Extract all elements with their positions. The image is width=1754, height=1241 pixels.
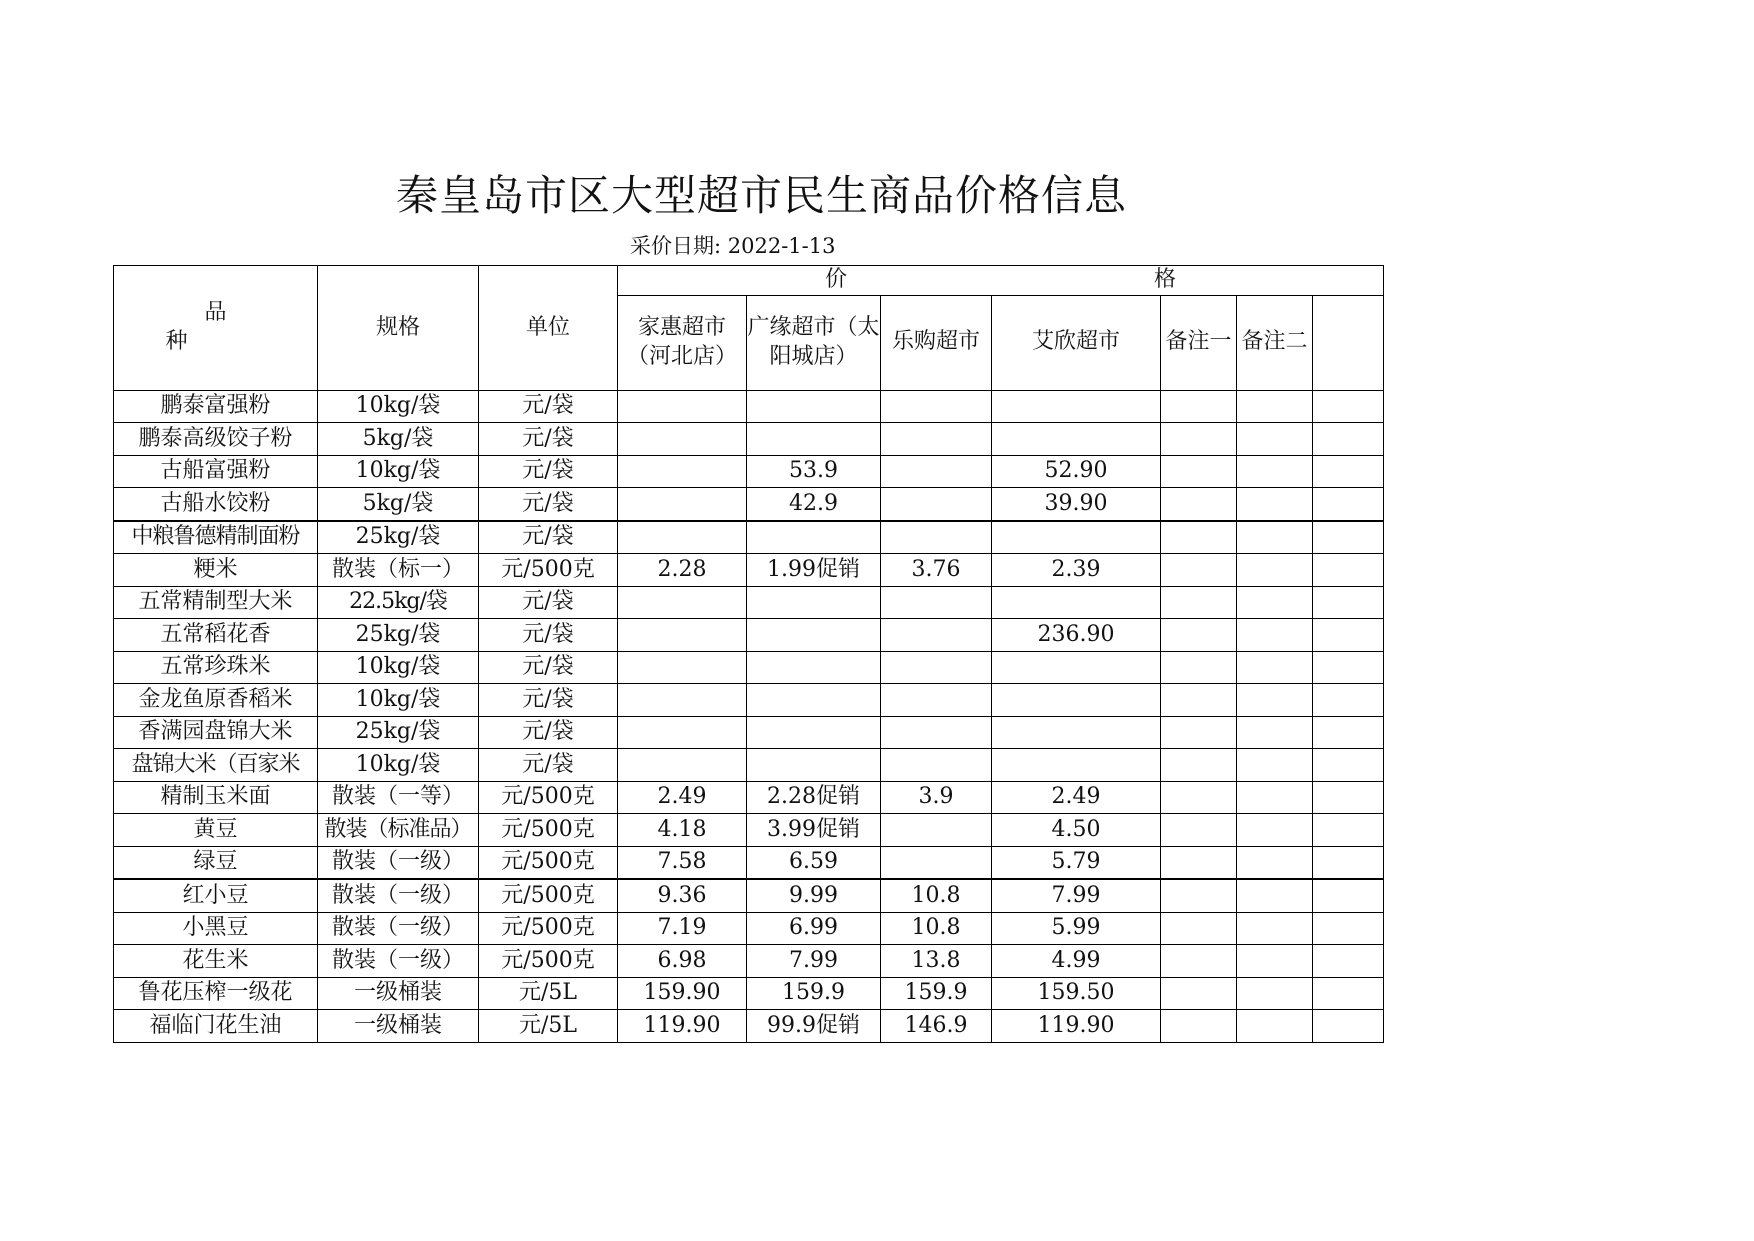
price-guangyuan	[747, 749, 881, 782]
price-jiahui: 159.90	[618, 977, 747, 1010]
item-unit: 元/5L	[479, 977, 618, 1010]
item-spec: 10kg/袋	[318, 651, 479, 684]
price-guangyuan: 2.28促销	[747, 781, 881, 814]
table-row	[114, 651, 1384, 684]
extra-cell	[1313, 716, 1384, 749]
note2-cell	[1237, 1010, 1313, 1043]
price-jiahui	[618, 586, 747, 619]
price-aixin: 159.50	[992, 977, 1161, 1010]
item-unit: 元/500克	[479, 912, 618, 945]
note1-cell	[1161, 651, 1237, 684]
item-name: 古船富强粉	[114, 455, 318, 488]
price-guangyuan	[747, 390, 881, 423]
table-row	[114, 1010, 1384, 1043]
header-store-guangyuan: 广缘超市（太阳城店）	[747, 295, 881, 390]
price-aixin: 4.50	[992, 814, 1161, 847]
price-legou	[881, 423, 992, 456]
extra-cell	[1313, 554, 1384, 587]
item-spec: 25kg/袋	[318, 619, 479, 652]
note1-cell	[1161, 619, 1237, 652]
price-guangyuan	[747, 684, 881, 717]
price-jiahui	[618, 619, 747, 652]
item-name: 鹏泰富强粉	[114, 390, 318, 423]
item-name: 古船水饺粉	[114, 488, 318, 521]
price-aixin: 39.90	[992, 488, 1161, 521]
item-name: 粳米	[114, 554, 318, 587]
price-aixin: 7.99	[992, 879, 1161, 912]
item-spec: 10kg/袋	[318, 390, 479, 423]
note2-cell	[1237, 651, 1313, 684]
price-table	[113, 265, 1384, 1043]
price-aixin	[992, 586, 1161, 619]
table-row	[114, 521, 1384, 554]
price-guangyuan: 42.9	[747, 488, 881, 521]
header-note1: 备注一	[1161, 295, 1237, 390]
item-spec: 5kg/袋	[318, 488, 479, 521]
extra-cell	[1313, 684, 1384, 717]
note2-cell	[1237, 684, 1313, 717]
table-row	[114, 749, 1384, 782]
table-row	[114, 716, 1384, 749]
extra-cell	[1313, 1010, 1384, 1043]
item-unit: 元/袋	[479, 619, 618, 652]
table-row	[114, 814, 1384, 847]
note1-cell	[1161, 684, 1237, 717]
item-spec: 25kg/袋	[318, 716, 479, 749]
item-name: 鹏泰高级饺子粉	[114, 423, 318, 456]
item-spec: 22.5kg/袋	[318, 586, 479, 619]
item-name: 金龙鱼原香稻米	[114, 684, 318, 717]
extra-cell	[1313, 619, 1384, 652]
price-legou: 146.9	[881, 1010, 992, 1043]
note2-cell	[1237, 749, 1313, 782]
price-guangyuan	[747, 423, 881, 456]
price-legou: 10.8	[881, 879, 992, 912]
header-variety: 品 种	[114, 266, 318, 391]
note2-cell	[1237, 977, 1313, 1010]
extra-cell	[1313, 651, 1384, 684]
item-unit: 元/5L	[479, 1010, 618, 1043]
note1-cell	[1161, 945, 1237, 978]
item-unit: 元/500克	[479, 781, 618, 814]
note2-cell	[1237, 716, 1313, 749]
item-spec: 5kg/袋	[318, 423, 479, 456]
note2-cell	[1237, 521, 1313, 554]
note2-cell	[1237, 814, 1313, 847]
table-row	[114, 619, 1384, 652]
price-aixin: 5.79	[992, 846, 1161, 879]
price-legou	[881, 846, 992, 879]
note1-cell	[1161, 846, 1237, 879]
item-unit: 元/袋	[479, 586, 618, 619]
extra-cell	[1313, 846, 1384, 879]
note2-cell	[1237, 488, 1313, 521]
item-unit: 元/袋	[479, 455, 618, 488]
price-legou: 10.8	[881, 912, 992, 945]
item-unit: 元/500克	[479, 814, 618, 847]
item-spec: 10kg/袋	[318, 455, 479, 488]
price-jiahui: 2.49	[618, 781, 747, 814]
item-spec: 散装（一级）	[318, 879, 479, 912]
note1-cell	[1161, 423, 1237, 456]
item-unit: 元/500克	[479, 554, 618, 587]
item-unit: 元/500克	[479, 846, 618, 879]
item-unit: 元/袋	[479, 423, 618, 456]
price-jiahui	[618, 651, 747, 684]
price-aixin: 5.99	[992, 912, 1161, 945]
item-spec: 散装（标准品）	[318, 814, 479, 847]
note1-cell	[1161, 977, 1237, 1010]
note1-cell	[1161, 912, 1237, 945]
note1-cell	[1161, 716, 1237, 749]
note1-cell	[1161, 781, 1237, 814]
item-unit: 元/袋	[479, 684, 618, 717]
price-legou	[881, 749, 992, 782]
item-spec: 散装（标一）	[318, 554, 479, 587]
note1-cell	[1161, 749, 1237, 782]
price-legou	[881, 814, 992, 847]
table-row	[114, 554, 1384, 587]
note2-cell	[1237, 455, 1313, 488]
price-legou	[881, 716, 992, 749]
note2-cell	[1237, 846, 1313, 879]
note2-cell	[1237, 879, 1313, 912]
price-jiahui: 7.19	[618, 912, 747, 945]
note2-cell	[1237, 619, 1313, 652]
price-aixin	[992, 684, 1161, 717]
item-name: 五常稻花香	[114, 619, 318, 652]
price-aixin	[992, 423, 1161, 456]
price-jiahui	[618, 423, 747, 456]
item-unit: 元/袋	[479, 521, 618, 554]
note1-cell	[1161, 586, 1237, 619]
note1-cell	[1161, 390, 1237, 423]
extra-cell	[1313, 390, 1384, 423]
note2-cell	[1237, 945, 1313, 978]
price-table-body	[114, 390, 1384, 1042]
price-jiahui: 2.28	[618, 554, 747, 587]
item-spec: 25kg/袋	[318, 521, 479, 554]
price-jiahui: 119.90	[618, 1010, 747, 1043]
note2-cell	[1237, 554, 1313, 587]
item-name: 花生米	[114, 945, 318, 978]
note2-cell	[1237, 423, 1313, 456]
price-legou	[881, 521, 992, 554]
item-spec: 散装（一级）	[318, 846, 479, 879]
item-unit: 元/500克	[479, 879, 618, 912]
item-spec: 散装（一级）	[318, 945, 479, 978]
price-guangyuan: 3.99促销	[747, 814, 881, 847]
price-aixin: 2.39	[992, 554, 1161, 587]
table-row	[114, 781, 1384, 814]
item-name: 红小豆	[114, 879, 318, 912]
price-legou: 159.9	[881, 977, 992, 1010]
table-row	[114, 586, 1384, 619]
price-aixin: 119.90	[992, 1010, 1161, 1043]
price-legou	[881, 684, 992, 717]
item-name: 盘锦大米（百家米	[114, 749, 318, 782]
extra-cell	[1313, 521, 1384, 554]
extra-cell	[1313, 423, 1384, 456]
price-legou: 3.9	[881, 781, 992, 814]
item-name: 精制玉米面	[114, 781, 318, 814]
extra-cell	[1313, 814, 1384, 847]
item-spec: 散装（一等）	[318, 781, 479, 814]
price-legou: 3.76	[881, 554, 992, 587]
price-jiahui	[618, 390, 747, 423]
price-legou: 13.8	[881, 945, 992, 978]
price-legou	[881, 455, 992, 488]
header-extra	[1313, 295, 1384, 390]
extra-cell	[1313, 488, 1384, 521]
header-store-aixin: 艾欣超市	[992, 295, 1161, 390]
extra-cell	[1313, 977, 1384, 1010]
price-guangyuan: 9.99	[747, 879, 881, 912]
price-legou	[881, 619, 992, 652]
page-title: 秦皇岛市区大型超市民生商品价格信息	[396, 171, 1128, 220]
price-jiahui: 9.36	[618, 879, 747, 912]
price-jiahui	[618, 716, 747, 749]
header-row-1	[114, 266, 1384, 296]
price-jiahui	[618, 684, 747, 717]
item-unit: 元/袋	[479, 390, 618, 423]
extra-cell	[1313, 912, 1384, 945]
price-jiahui: 6.98	[618, 945, 747, 978]
header-note2: 备注二	[1237, 295, 1313, 390]
item-name: 五常精制型大米	[114, 586, 318, 619]
item-spec: 散装（一级）	[318, 912, 479, 945]
price-guangyuan: 99.9促销	[747, 1010, 881, 1043]
item-name: 小黑豆	[114, 912, 318, 945]
item-spec: 10kg/袋	[318, 684, 479, 717]
note1-cell	[1161, 879, 1237, 912]
header-price-group: 价 格	[618, 266, 1384, 296]
price-guangyuan: 53.9	[747, 455, 881, 488]
price-aixin	[992, 716, 1161, 749]
header-unit: 单位	[479, 266, 618, 391]
table-row	[114, 945, 1384, 978]
price-jiahui	[618, 749, 747, 782]
note2-cell	[1237, 781, 1313, 814]
price-jiahui	[618, 488, 747, 521]
table-row	[114, 390, 1384, 423]
item-unit: 元/500克	[479, 945, 618, 978]
price-aixin	[992, 749, 1161, 782]
price-legou	[881, 488, 992, 521]
item-unit: 元/袋	[479, 749, 618, 782]
note1-cell	[1161, 488, 1237, 521]
price-guangyuan	[747, 586, 881, 619]
price-aixin: 4.99	[992, 945, 1161, 978]
extra-cell	[1313, 455, 1384, 488]
price-jiahui: 7.58	[618, 846, 747, 879]
item-name: 鲁花压榨一级花	[114, 977, 318, 1010]
note1-cell	[1161, 1010, 1237, 1043]
item-name: 福临门花生油	[114, 1010, 318, 1043]
price-aixin: 236.90	[992, 619, 1161, 652]
note2-cell	[1237, 390, 1313, 423]
note1-cell	[1161, 554, 1237, 587]
item-spec: 10kg/袋	[318, 749, 479, 782]
header-spec: 规格	[318, 266, 479, 391]
price-guangyuan: 6.59	[747, 846, 881, 879]
price-date: 采价日期: 2022-1-13	[630, 234, 836, 258]
item-unit: 元/袋	[479, 651, 618, 684]
price-legou	[881, 586, 992, 619]
note1-cell	[1161, 455, 1237, 488]
item-name: 黄豆	[114, 814, 318, 847]
price-legou	[881, 390, 992, 423]
price-guangyuan: 7.99	[747, 945, 881, 978]
extra-cell	[1313, 586, 1384, 619]
table-row	[114, 977, 1384, 1010]
table-row	[114, 423, 1384, 456]
table-row	[114, 846, 1384, 879]
item-name: 五常珍珠米	[114, 651, 318, 684]
price-guangyuan	[747, 716, 881, 749]
extra-cell	[1313, 781, 1384, 814]
table-row	[114, 455, 1384, 488]
table-row	[114, 684, 1384, 717]
price-guangyuan	[747, 619, 881, 652]
table-row	[114, 912, 1384, 945]
price-guangyuan	[747, 651, 881, 684]
item-unit: 元/袋	[479, 716, 618, 749]
note2-cell	[1237, 912, 1313, 945]
price-legou	[881, 651, 992, 684]
note2-cell	[1237, 586, 1313, 619]
price-jiahui	[618, 521, 747, 554]
price-aixin	[992, 390, 1161, 423]
item-name: 香满园盘锦大米	[114, 716, 318, 749]
extra-cell	[1313, 879, 1384, 912]
extra-cell	[1313, 749, 1384, 782]
price-jiahui	[618, 455, 747, 488]
extra-cell	[1313, 945, 1384, 978]
price-aixin	[992, 651, 1161, 684]
price-guangyuan	[747, 521, 881, 554]
note1-cell	[1161, 521, 1237, 554]
price-guangyuan: 1.99促销	[747, 554, 881, 587]
price-aixin: 2.49	[992, 781, 1161, 814]
item-name: 中粮鲁德精制面粉	[114, 521, 318, 554]
price-aixin: 52.90	[992, 455, 1161, 488]
item-spec: 一级桶装	[318, 1010, 479, 1043]
item-name: 绿豆	[114, 846, 318, 879]
note1-cell	[1161, 814, 1237, 847]
price-guangyuan: 6.99	[747, 912, 881, 945]
table-row	[114, 879, 1384, 912]
item-spec: 一级桶装	[318, 977, 479, 1010]
price-jiahui: 4.18	[618, 814, 747, 847]
price-aixin	[992, 521, 1161, 554]
price-guangyuan: 159.9	[747, 977, 881, 1010]
header-store-jiahui: 家惠超市（河北店）	[618, 295, 747, 390]
table-row	[114, 488, 1384, 521]
header-store-legou: 乐购超市	[881, 295, 992, 390]
item-unit: 元/袋	[479, 488, 618, 521]
